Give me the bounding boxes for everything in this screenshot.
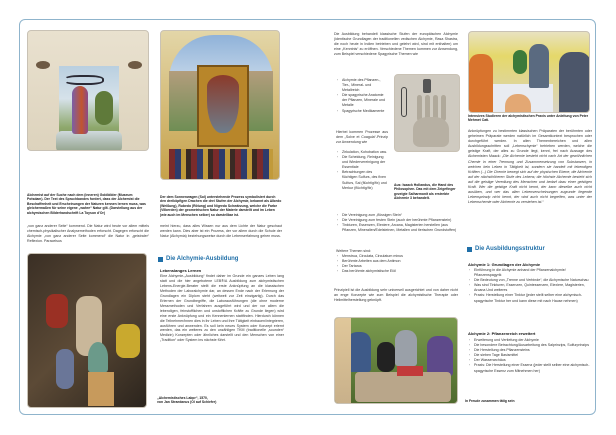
paragraph-col1: „von ganz anderer Seite“ kommend. Die Natur wird heute vor allem mittels chemisch-physikalischer Analysemethoden erforscht. Dagegen erforscht die Alchymie „von ganz anderer Seite kommend“ die Natur in „geistraler“ Reflexion. Paracelsus xyxy=(27,224,149,244)
subheading-alchymie-2: Alchymie 2: Pflanzenreich erweitert xyxy=(468,331,536,336)
list-processes-wide: · Die Vereinigung zum „flüssigen Stein“ · Die Vereinigung zum festen Stein (auch der berühmte Pflanzenstein) · Tinkturen, Essenzen, Elexiere, Arcana, Magisterien herstellen (aus Pflanzen, Mineralien/Edelsteinen, Metallen und tierischen Grundstoffen) xyxy=(336,213,460,233)
illuminated-manuscript-image xyxy=(27,30,149,151)
maack-quote: „Die Alchemie besteht nicht nach Art der gewöhnlichen Chemie in einer Trennung und Zusammensetzung von Substanzen, in welchen kein Leben in Tätigkeit ist, sondern sie handelt mit lebendigen Kräften (...) Die Chemie bewegt sich auf der physischen Ebene, die Alchemie auf der nächsthöheren Stufe des Lebens; die höchste Alchemie besteht sich auf die geistige Veredlung des Menschen und bedarf dazu einer geistigen Kraft. Wer die geistige Kraft nicht kennt, der kann dieselbe auch nicht ausüben, und wer das allen Lebenserscheinungen zugrunde liegende Lebensprinzip nicht kennt, der wird auch nicht begreifen, was unter der Lebenschemie oder Alchemie zu verstehen ist.“ xyxy=(468,154,593,205)
alchemist-lab-painting-image xyxy=(27,253,147,408)
paragraph-col4: Anknüpfungen zu bestimmten klassischen Präparaten der berühmten oder geheimen Präparate werden natürlich im Gesamtkontext besprochen oder durchgeführt werden. In allen Themenbereichen und allen Ausbildungsschritten soll „Lebenschymie“ betrieben werden, welche die geistige Kraft, der alles zu Grunde liegt, kennt, frei nach Aussage des Alchemisten Maack: „Die Alchemie besteht nicht nach Art der gewöhnlichen Chemie in einer Trennung und Zusammensetzung von Substanzen, in welchen kein Leben in Tätigkeit ist, sondern sie handelt mit lebendigen Kräften (...) Die Chemie bewegt sich auf der physischen Ebene, die Alchemie auf der nächsthöheren Stufe des Lebens; die höchste Alchemie besteht sich auf die geistige Veredlung des Menschen und bedarf dazu einer geistigen Kraft. Wer die geistige Kraft nicht kennt, der kann dieselbe auch nicht ausüben, und wer das allen Lebenserscheinungen zugrunde liegende Lebensprinzip nicht kennt, der wird auch nicht begreifen, was unter der Lebenschemie oder Alchemie zu verstehen ist.“ xyxy=(468,129,593,205)
paragraph-solve-coagula: Hierbei kommen Prozesse aus dem „Solve et Coagula“-Prinzip zur Anwendung wie xyxy=(336,130,388,145)
section-title: Die Alchymie-Ausbildung xyxy=(166,256,239,262)
paragraph-closing: Prinzipiell ist die Ausbildung sehr universell ausgerichtet und von daher nicht an enge Konzepte wie zum Beispiel die alchymistische Therapie oder Heilmittelherstellung geknüpft. xyxy=(334,288,458,303)
list-processes-short: · Zirkulation, Kohobation usw. · Die Scheidung, Reinigung und Wiedervereinigung der Essentiale · Betrachtungen des flüchtigen Sulfurs, des fixen Sulfurs, Sal (flüchtig/fix) und Merkur (flüchtig/fix) xyxy=(336,150,388,191)
caption-hand-engraving: Aus: Isaack Hollandus, die Hand des Philosophen. Das mit dem Zeigefinger gezeigte Salharmonit als erstrebte Alchemie 3 behandelt. xyxy=(394,183,456,201)
subheading-alchymie-1: Alchymie 1: Grundlagen der Alchymie xyxy=(468,262,541,267)
list-alchymie-2: · Erweiterung und Vertiefung der Alchymie · Die besondere Betrachtung/Ausarbeitung des Salprinzips, Sulfurprinzips · Die Herstellung des Pflanzensteins · Die sieben Tage Basismittel · Der Wasserarchäus · Praxis: Die Herstellung einer Essenz (jeder stellt selber eine alchymisch-spagyrische Essenz zum Mitnehmen her) xyxy=(468,338,592,374)
label-further-themes: Weitere Themen sind: xyxy=(336,249,372,253)
caption-workshop: Intensives Studieren der alchymistischen Praxis unter Anleitung von Peter Mehmet Cati. xyxy=(468,114,589,123)
paragraph-col2: meint hierzu, dass alles Wissen nur aus dem Lichte der Natur geschaut werden kann. Dies aber ist ein Prozess, der vor allem durch die Schule der Natur (Alchymia) beziehungsweise durch die Lebenserfahrung gehen muss. xyxy=(160,224,282,239)
list-spagyric-themes: · Alchymie des Pflanzen-, Tier-, Mineral- und Metallreich · Die spagyrische Anatomie der Pflanzen, Minerale und Metalle · Spagyrische Medikamente xyxy=(336,78,388,114)
caption-lab-painting: „Alchemistisches Labor“, 1570, von Jan Straedanus (Öl auf Schiefer) xyxy=(157,396,217,405)
paragraph-ausbildung: Eine Alchymie-„Ausbildung“ findet daher im Grunde ein ganzes Leben lang statt und die hier angebotene LEB®/A Ausbildung zum alchymistischen Lebens-Energie-Berater stellt die erste Anknüpfung an die klassischen Methoden der Laboralchymie dar, an dessen Ende nach der Erlernung der Grundlagen ein Diplom steht (weltweit zur Zeit einzigartig). Durch das Erlernen der Grundbegriffe, die Laborausführungen (die ohne moderne Messmethoden und Verfahren ausgeführt wird und der vor allem die lebendigen, feinstofflichen und unstofflichen Kräfte zu Grunde liegen) wird eine erste Anknüpfung und ein Kennenlernen stattfinden. Hierdurch können die Teilnehmer/innen dies in ihr Leben und ihre Tätigkeit einbauen/integrieren, ausführen und anwenden. Es soll kein neues System oder Konzept erlernt werden, das ein weiteres zu den unzähligen TKM (traditionelle „sounden“ Medizin) Konzepten oder ähnliches darstellt und den Menschen von einer „Tradition“ oder System ins nächste führt. xyxy=(160,274,284,343)
paragraph-intro: Die Ausbildung behandelt klassische Stufen der europäischen Alchymie (identische Grundlagen der traditionellen vedischen Alchymie, Rasa Shastra, die noch heute in Indien betrieben und gelehrt wird, sind mit enthalten) um eine „Kenntnis“ zu eröffnen. Verschiedene Themen kommen zur Anwendung, zum Beispiel verschiedene Spagyrische Themen wie xyxy=(334,32,458,57)
section-title: Die Ausbildungsstruktur xyxy=(475,246,545,252)
caption-outdoor-group: In Freude zusammen tätig sein xyxy=(465,399,515,403)
sun-chariot-painting-image xyxy=(160,30,280,180)
hand-of-philosophers-engraving-image xyxy=(394,74,460,152)
section-heading-struktur xyxy=(467,246,591,252)
list-further-themes: · Menstrua, Circulata, Circulatum minus · Berühmte Arbeiten aus dem Antimon · Der Tartarus · Das berühmte alchymistische Eiöl xyxy=(336,254,460,274)
heading-square-icon xyxy=(467,247,472,252)
outdoor-group-photo xyxy=(334,317,458,404)
heading-square-icon xyxy=(158,257,163,262)
caption-manuscript: Alchemist auf der Suche nach dem (inneren) Goldbilder (Museum Potsdam). Der Text des Spruchbandes fordert, dass der Alchemist die Beschaffenheit und Erscheinungen der Naturen kennen lernen muss, was gleichermaßen für seine eigene „wahre“ Natur gilt. (Darstellung aus der alchymischen Bilderhandschrift La Toyson d'Or) xyxy=(27,193,146,215)
section-heading-ausbildung xyxy=(158,256,288,262)
subheading-lebenslanges-lernen: Lebenslanges Lernen xyxy=(160,268,202,273)
caption-sun-chariot: Der dem Sonnenwagen (Sol) unterstehende Prozess symbolisiert durch den dreiköpfigen Drachen die drei Stufen der Alchymie, bekannt als Albedo (Weißung), Rubedo (Rötung) und Nigredo Schwärzung, welche die Farbe (Vilberden) der geometrischen Natur der Materie darstellt und im Leben (wie auch im Menschen selber) so darstellbar ist. xyxy=(160,195,282,217)
list-alchymie-1: · Einführung in die Alchymie anhand der Pflanzenalchymie/ Pflanzenspagyrik · Die Bedeutung von „Trenne und Verbinde“, die Alchymische Naturschau · Was sind Tinkturen, Essenzen, Quintessenzen, Elexiere, Magisterien, Arcana Und weiteres · Praxis: Herstellung einer Tinktur (jeder stellt selber eine alchymisch-spagyrische Tinktur her und kann diese mit nach Hause nehmen) xyxy=(468,268,592,304)
indoor-workshop-photo xyxy=(468,31,590,113)
